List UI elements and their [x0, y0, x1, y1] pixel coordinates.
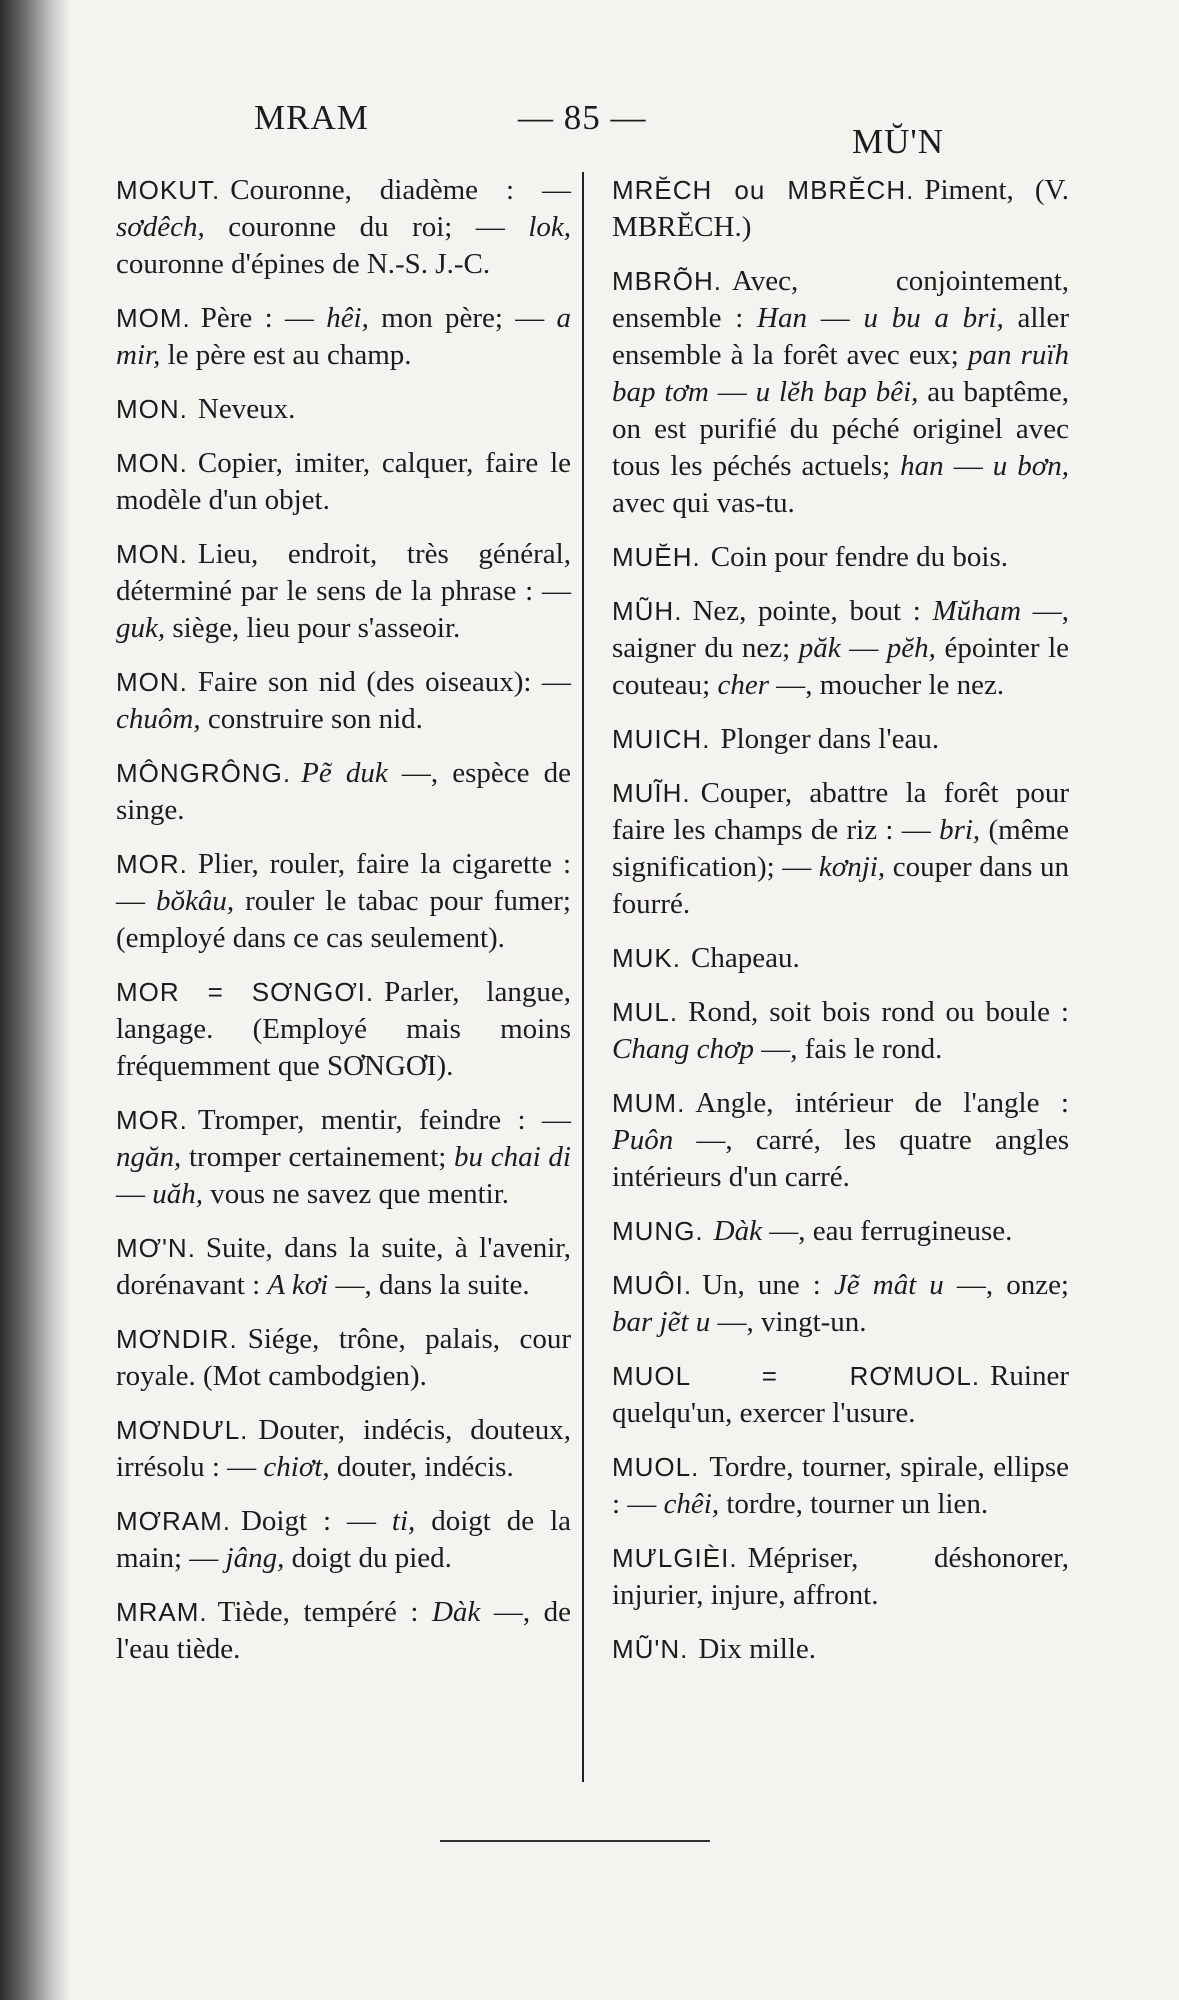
entry-definition: — [116, 1178, 153, 1210]
dictionary-entry [116, 1230, 571, 1304]
entry-example: chêi, [663, 1488, 720, 1520]
entry-definition: —, carré, les quatre angles intérieurs d'un carré. [612, 1124, 1069, 1193]
dictionary-entry [116, 172, 571, 283]
dictionary-entry [612, 1358, 1069, 1432]
entry-headword: MBRÕH. [612, 266, 722, 296]
dictionary-entry [116, 1412, 571, 1486]
entry-definition: tromper certainement; [181, 1141, 455, 1173]
entry-example: ngăn, [116, 1141, 182, 1173]
entry-definition: Coin pour fendre du bois. [710, 541, 1008, 573]
dictionary-entry [612, 1085, 1069, 1196]
dictionary-entry [612, 1449, 1069, 1523]
entry-example: guk, [116, 612, 166, 644]
entry-example: ti, [391, 1505, 416, 1537]
entry-headword: MUOL = RƠMUOL. [612, 1361, 981, 1391]
dictionary-entry [116, 755, 571, 829]
entry-definition: —, saigner du nez; [612, 595, 1069, 664]
dictionary-entry [116, 846, 571, 957]
entry-definition: tordre, tourner un lien. [719, 1488, 989, 1520]
entry-definition: —, de l'eau tiède. [116, 1596, 571, 1665]
entry-definition: Copier, imiter, calquer, faire le modèle d'un objet. [116, 447, 571, 516]
entry-definition: Piment, (V. MBRĔCH.) [612, 174, 1069, 243]
entry-example: Pẽ duk [301, 757, 388, 789]
book-gutter-shadow [0, 0, 70, 2000]
page-header [0, 98, 1179, 161]
entry-example: lok, [528, 211, 571, 243]
entry-definition: Nez, pointe, bout : [692, 595, 933, 627]
entry-definition: couronne d'épines de N.-S. J.-C. [116, 248, 491, 280]
entry-definition: construire son nid. [200, 703, 423, 735]
entry-definition: Neveux. [197, 393, 296, 425]
entry-definition: Mépriser, déshonorer, injurier, injure, affront. [612, 1542, 1069, 1611]
entry-headword: MOKUT. [116, 175, 221, 205]
entry-definition: — [840, 632, 887, 664]
entry-definition: Père : — [200, 302, 327, 334]
entry-definition: —, fais le rond. [753, 1033, 943, 1065]
entry-example: u bơn, [992, 450, 1070, 482]
entry-headword: MOR. [116, 1105, 188, 1135]
entry-definition: vous ne savez que mentir. [203, 1178, 510, 1210]
running-head-right: MŬ'N [852, 122, 944, 161]
column-divider [582, 172, 584, 1782]
entry-definition: couronne du roi; — [204, 211, 529, 243]
entry-headword: MŨH. [612, 596, 683, 626]
entry-definition: épointer le couteau; [612, 632, 1070, 701]
entry-headword: MƯLGIÈI. [612, 1543, 738, 1573]
dictionary-entry [116, 1321, 571, 1395]
entry-definition: —, eau ferrugineuse. [762, 1215, 1013, 1247]
entry-headword: MUĔH. [612, 542, 701, 572]
dictionary-entry [612, 539, 1069, 576]
dictionary-entry [116, 664, 571, 738]
entry-definition: Parler, langue, langage. (Employé mais moins fréquemment que SƠNGƠI). [116, 976, 571, 1082]
entry-headword: MÔNGRÔNG. [116, 758, 292, 788]
entry-example: Chang chơp [612, 1033, 754, 1065]
entry-definition: — [807, 302, 864, 334]
entry-definition: douter, indécis. [329, 1451, 514, 1483]
entry-definition: au baptême, on est purifié du péché originel avec tous les péchés actuels; [612, 376, 1069, 482]
entry-example: uăh, [152, 1178, 203, 1210]
entry-headword: MŨ'N. [612, 1634, 689, 1664]
entry-example: bŏkâu, [156, 885, 235, 917]
entry-example: pĕh, [886, 632, 936, 664]
entry-headword: MUĨH. [612, 778, 691, 808]
entry-example: bar jẽt u [612, 1306, 711, 1338]
entry-definition: Tiède, tempéré : [217, 1596, 432, 1628]
entry-definition: Suite, dans la suite, à l'avenir, dorénavant : [116, 1232, 571, 1301]
dictionary-entry [612, 1213, 1069, 1250]
dictionary-entry [116, 536, 571, 647]
dictionary-entry [116, 445, 571, 519]
entry-definition: —, onze; [943, 1269, 1069, 1301]
dictionary-entry [612, 1540, 1069, 1614]
dictionary-entry [116, 1102, 571, 1213]
dictionary-entry [612, 721, 1069, 758]
entry-example: Jẽ mât u [833, 1269, 944, 1301]
entry-example: a mir, [116, 302, 571, 371]
entry-definition: Dix mille. [698, 1633, 817, 1665]
dictionary-entry [116, 974, 571, 1085]
dictionary-entry [612, 994, 1069, 1068]
entry-headword: MOR. [116, 849, 188, 879]
entry-example: jâng, [225, 1542, 285, 1574]
entry-headword: MUL. [612, 997, 679, 1027]
entry-definition: Doigt : — [240, 1505, 392, 1537]
entry-definition: doigt de la main; — [116, 1505, 571, 1574]
entry-definition: Douter, indécis, douteux, irrésolu : — [116, 1414, 571, 1483]
entry-example: kơnji, [818, 851, 886, 883]
entry-definition: Couronne, diadème : — [230, 174, 571, 206]
entry-example: u bu a bri, [863, 302, 1004, 334]
entry-headword: MON. [116, 394, 188, 424]
entry-definition: — [708, 376, 756, 408]
entry-headword: MRĔCH ou MBRĔCH. [612, 175, 915, 205]
entry-definition: le père est au champ. [160, 339, 412, 371]
entry-headword: MON. [116, 448, 188, 478]
entry-definition: aller ensemble à la forêt avec eux; [612, 302, 1070, 371]
page-number: — 85 — [518, 98, 647, 137]
entry-example: Mŭham [932, 595, 1022, 627]
entry-example: chiơt, [263, 1451, 330, 1483]
entry-definition: Lieu, endroit, très général, déterminé par le sens de la phrase : — [116, 538, 571, 607]
entry-definition: Plonger dans l'eau. [720, 723, 940, 755]
entry-definition: Siége, trône, palais, cour royale. (Mot cambodgien). [116, 1323, 571, 1392]
entry-headword: MUNG. [612, 1216, 704, 1246]
dictionary-entry [612, 172, 1069, 246]
entry-definition: Angle, intérieur de l'angle : [695, 1087, 1069, 1119]
entry-example: păk [798, 632, 841, 664]
dictionary-entry [612, 263, 1069, 522]
dictionary-entry [116, 1594, 571, 1668]
entry-definition: —, dans la suite. [328, 1269, 530, 1301]
entry-headword: MUICH. [612, 724, 711, 754]
running-head-left: MRAM [254, 98, 369, 137]
entry-example: u lĕh bap bêi, [755, 376, 919, 408]
entry-headword: MUOL. [612, 1452, 700, 1482]
entry-example: cher [717, 669, 770, 701]
entry-headword: MƠRAM. [116, 1506, 231, 1536]
entry-example: han [900, 450, 944, 482]
dictionary-entry [116, 1503, 571, 1577]
entry-headword: MUK. [612, 943, 681, 973]
entry-definition: —, vingt-un. [710, 1306, 867, 1338]
entry-example: bri, [939, 814, 981, 846]
entry-headword: MOM. [116, 303, 191, 333]
entry-example: Puôn [612, 1124, 674, 1156]
dictionary-entry [612, 593, 1069, 704]
entry-definition: Tromper, mentir, feindre : — [197, 1104, 571, 1136]
entry-headword: MON. [116, 667, 188, 697]
entry-definition: rouler le tabac pour fumer; (employé dans ce cas seulement). [116, 885, 571, 954]
entry-example: A kơi [267, 1269, 329, 1301]
footer-rule [440, 1840, 710, 1842]
entry-headword: MON. [116, 539, 188, 569]
dictionary-entry [612, 1267, 1069, 1341]
entry-headword: MƠNDƯL. [116, 1415, 249, 1445]
left-column [116, 172, 571, 1685]
dictionary-entry [116, 300, 571, 374]
entry-definition: Plier, rouler, faire la cigarette : — [116, 848, 571, 917]
entry-headword: MUÔI. [612, 1270, 693, 1300]
right-column [612, 172, 1069, 1685]
entry-definition: siège, lieu pour s'asseoir. [165, 612, 461, 644]
entry-definition: Couper, abattre la forêt pour faire les champs de riz : — [612, 777, 1069, 846]
entry-headword: MOR = SƠNGƠI. [116, 977, 375, 1007]
dictionary-entry [612, 940, 1069, 977]
entry-definition: Faire son nid (des oiseaux): — [197, 666, 571, 698]
entry-definition: —, moucher le nez. [769, 669, 1005, 701]
entry-headword: MƠ'N. [116, 1233, 196, 1263]
entry-definition: Rond, soit bois rond ou boule : [688, 996, 1069, 1028]
entry-example: sơdêch, [116, 211, 205, 243]
dictionary-entry [612, 1631, 1069, 1668]
dictionary-entry [612, 775, 1069, 923]
entry-headword: MRAM. [116, 1597, 208, 1627]
entry-example: pan ruïh bap tơm [612, 339, 1069, 408]
entry-definition: Avec, conjointement, ensemble : [612, 265, 1069, 334]
entry-definition: —, espèce de singe. [116, 757, 571, 826]
entry-definition: Tordre, tourner, spirale, ellipse : — [612, 1451, 1069, 1520]
entry-example: Dàk [713, 1215, 762, 1247]
dictionary-entry [116, 391, 571, 428]
entry-example: Han [757, 302, 807, 334]
entry-example: hêi, [326, 302, 369, 334]
entry-definition: (même signification); — [612, 814, 1069, 883]
entry-definition: doigt du pied. [284, 1542, 452, 1574]
entry-example: Dàk [431, 1596, 481, 1628]
entry-definition: couper dans un fourré. [612, 851, 1070, 920]
entry-example: chuôm, [116, 703, 201, 735]
entry-definition: mon père; — [368, 302, 557, 334]
entry-definition: Ruiner quelqu'un, exercer l'usure. [612, 1360, 1069, 1429]
entry-definition: avec qui vas-tu. [612, 487, 795, 519]
entry-definition: Un, une : [702, 1269, 834, 1301]
entry-definition: Chapeau. [691, 942, 800, 974]
entry-headword: MƠNDIR. [116, 1324, 238, 1354]
entry-example: bu chai di [454, 1141, 571, 1173]
entry-definition: — [943, 450, 993, 482]
entry-headword: MUM. [612, 1088, 686, 1118]
